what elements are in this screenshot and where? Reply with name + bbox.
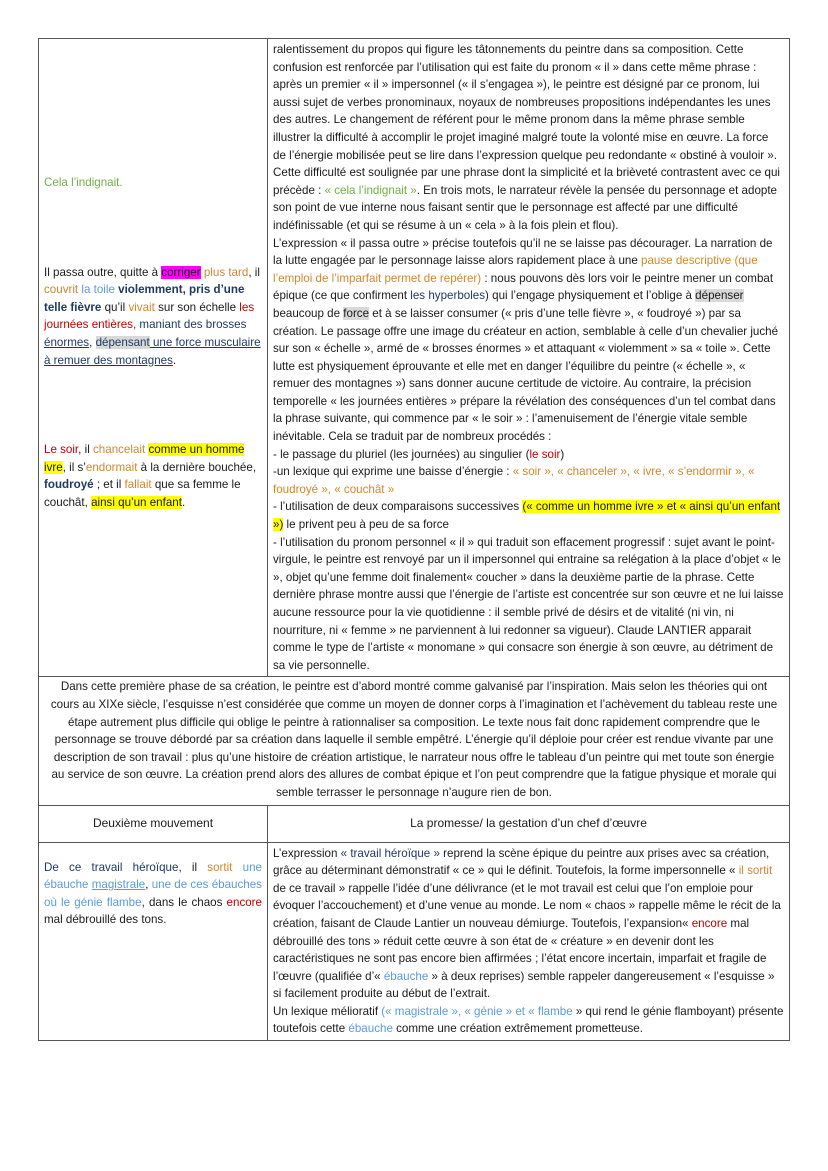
text-segment: et à se laisser consumer (« pris d’une telle fièvre », « foudroyé ») par sa création. Le passage offre une image du créateur en action, semblable à celle d’un chevalier juché sur son « échelle », armé de « brosses énormes » et attaquant « violemment » sa « toile ». Cette lutte est physiquement éprouvante et elle met en danger l’équilibre du peintre (« échelle », « remuer des montagnes ») sans donner aucune certitude de victoire. Au contraire, la précision temporelle « les journées entières » prépare la révélation des conséquences d’un tel combat dans la phrase suivante, qui commence par « le soir » : l’amenuisement de l’énergie vitale semble inévitable. Cela se traduit par de nombreux procédés : bbox=[273, 306, 779, 444]
text-segment: force bbox=[343, 306, 370, 320]
text-segment: ; et il bbox=[93, 478, 125, 492]
text-segment: les hyperboles bbox=[410, 289, 486, 303]
text-segment: « cela l’indignait » bbox=[324, 183, 417, 197]
text-segment: fallait bbox=[124, 478, 152, 492]
text-segment: mal débrouillé des tons. bbox=[44, 913, 167, 927]
text-segment: : nous pouvons dès lors voir le peintre mener un combat épique (ce que confirment bbox=[273, 271, 774, 303]
commentary-table bbox=[38, 38, 790, 1041]
section-header-left: Deuxième mouvement bbox=[39, 805, 268, 842]
section-header-row bbox=[39, 805, 790, 842]
text-segment: à la dernière bouchée, bbox=[137, 460, 257, 474]
text-segment: » qui rend le génie flamboyant) présente toutefois cette bbox=[273, 1004, 784, 1036]
quote-passa bbox=[44, 264, 262, 370]
text-segment: - l’utilisation de deux comparaisons successives bbox=[273, 500, 523, 514]
text-segment: le soir bbox=[529, 447, 561, 461]
text-segment: la toile bbox=[81, 283, 115, 297]
text-segment: qu’il bbox=[101, 300, 129, 314]
text-segment: foudroyé bbox=[44, 478, 94, 492]
text-segment: ) qui l’engage physiquement et l’oblige à bbox=[485, 289, 696, 303]
text-segment: que sa femme le couchât, bbox=[44, 478, 241, 509]
text-segment: une de ces ébauches bbox=[151, 878, 262, 892]
analysis2-para-2 bbox=[273, 1003, 784, 1038]
summary-row bbox=[39, 677, 790, 805]
text-segment: encore bbox=[691, 916, 728, 930]
quote-cela bbox=[44, 174, 262, 192]
text-segment: (« magistrale », « génie » et « flambe bbox=[381, 1004, 573, 1018]
text-segment: magistrale bbox=[91, 878, 146, 892]
text-segment: dépenser bbox=[695, 289, 744, 303]
analysis-para-1: ralentissement du propos qui figure les tâtonnements du peintre dans sa composition. Cette confusion est renforcée par l’utilisation qui est faite du pronom « il » dans cette même phrase : après un premier « il » impersonnel (« il s’engagea »), le peintre est désigné par ce pronom, lui aussi sujet de verbes pronominaux, noyaux de nombreuses propositions indépendantes les unes des autres. Le changement de référent pour le même pronom dans la même phrase semble illustrer la difficulté à accomplir le projet imaginé malgré toute la volonté mise en œuvre. La force de l’énergie mobilisée peut se lire dans l’expression quelque peu redondante « obstiné à vouloir ». bbox=[273, 43, 778, 162]
text-segment: où le génie flambe bbox=[44, 895, 142, 909]
text-segment: pause descriptive (que l’emploi de l’imparfait permet de repérer) bbox=[273, 254, 758, 285]
text-segment: les journées entières, bbox=[44, 300, 255, 332]
analysis-para-2 bbox=[273, 164, 784, 234]
text-segment: Cette difficulté est soulignée par une phrase dont la simplicité et la brièveté contrastent avec ce qui précède : bbox=[273, 166, 780, 197]
text-segment: maniant des brosses bbox=[139, 318, 247, 332]
text-segment: , il bbox=[78, 443, 93, 457]
quote-cell bbox=[39, 39, 268, 677]
text-segment: De ce travail héroïque bbox=[44, 860, 179, 874]
text-segment: plus tard bbox=[203, 265, 249, 279]
text-segment: énormes bbox=[44, 335, 90, 349]
text-segment: le privent peu à peu de sa force bbox=[283, 518, 449, 532]
text-segment: Cela l’indignait. bbox=[44, 176, 123, 189]
section-header-right: La promesse/ la gestation d’un chef d’œuvre bbox=[268, 805, 790, 842]
text-segment: ébauche bbox=[383, 969, 429, 983]
text-segment: une ébauche bbox=[44, 860, 262, 892]
text-segment: - le passage du pluriel (les journées) au singulier ( bbox=[273, 447, 530, 461]
text-segment: « travail héroïque » bbox=[340, 846, 440, 860]
text-segment: comme un homme ivre bbox=[44, 443, 245, 474]
text-segment: L’expression « il passa outre » précise toutefois qu’il ne se laisse pas décourager. La narration de la lutte engagée par le personnage laisse alors rapidement place à une bbox=[273, 236, 773, 268]
analysis-para-3 bbox=[273, 235, 784, 446]
text-segment: Un lexique mélioratif bbox=[273, 1004, 382, 1018]
analysis-bullet-3 bbox=[273, 498, 784, 533]
analysis-bullet-4: - l’utilisation du pronom personnel « il » qui traduit son effacement progressif : sujet avant le point-virgule, le peintre est renvoyé par un il impersonnel qui entraine sa relégation à la place d’objet « le », objet qu’une femme doit finalement« coucher » dans la deuxième partie de la phrase. Cette dernière phrase montre aussi que l’énergie de l’artiste est concentrée sur son œuvre et ne lui laisse aucune ressource pour la vie quotidienne : il semble privé de désirs et de vitalité (ni vin, ni nourriture, ni « femme » ne parviennent à lui redonner sa vigueur). Claude LANTIER apparait comme le type de l’artiste « monomane » qui consacre son énergie à son œuvre, au détriment de sa vie personnelle. bbox=[273, 535, 784, 672]
text-segment: , dans le chaos bbox=[141, 895, 227, 909]
text-segment: endormait bbox=[85, 460, 138, 474]
text-segment: couvrit bbox=[44, 283, 79, 297]
text-segment: de ce travail » rappelle l’idée d’une délivrance (et le mot travail est celui que l’on emploie pour évoquer l’accouchement) et d’une venue au monde. Le nom « chaos » rappelle même le récit de la création, faisant de Claude Lantier un nouveau démiurge. Toutefois, l’expansion« bbox=[273, 881, 781, 930]
text-segment: beaucoup de bbox=[273, 306, 344, 320]
text-segment: L’expression bbox=[273, 846, 341, 860]
text-segment: , il s’ bbox=[62, 460, 86, 474]
text-segment: reprend la scène épique du peintre aux prises avec sa création, grâce au déterminant démonstratif « ce » qui le définit. Toutefois, la forme impersonnelle « bbox=[273, 846, 770, 878]
analysis-row-1 bbox=[39, 39, 790, 677]
text-segment: ) bbox=[560, 447, 565, 461]
text-segment: ainsi qu’un enfant bbox=[91, 495, 182, 509]
analysis2-para-1 bbox=[273, 845, 784, 1003]
text-segment: (« comme un homme ivre » et « ainsi qu’un enfant ») bbox=[273, 500, 781, 532]
text-segment: . En trois mots, le narrateur révèle la pensée du personnage et adopte son point de vue interne nous faisant sentir que le personnage est affecté par une difficulté indéfinissable (et qui se résume à un « cela » à la fois plein et flou). bbox=[273, 183, 778, 232]
text-segment: corriger bbox=[161, 265, 201, 279]
text-segment: ébauche bbox=[348, 1022, 393, 1036]
analysis-bullet-2 bbox=[273, 463, 784, 498]
analysis-cell bbox=[268, 39, 790, 677]
text-segment: « soir », « chanceler », « ivre, « s’endormir », « foudroyé », « couchât » bbox=[273, 465, 755, 496]
text-segment: . bbox=[172, 353, 177, 367]
text-segment: » à deux reprises) semble rappeler dangereusement « l’esquisse » si facilement produite au début de l’extrait. bbox=[273, 969, 775, 1001]
analysis-bullet-1 bbox=[273, 446, 784, 464]
text-segment: violemment, pris d’une telle fièvre bbox=[44, 283, 245, 314]
text-segment bbox=[232, 861, 242, 874]
quote-cell-2 bbox=[39, 842, 268, 1041]
text-segment: , bbox=[89, 335, 93, 349]
text-segment: . bbox=[181, 495, 186, 509]
text-segment: dépensant bbox=[95, 335, 150, 349]
text-segment: mal débrouillé des tons » réduit cette œuvre à son état de « créature » en devenir dont les caractéristiques ne sont pas encore bien affirmées ; l’état encore incertain, imparfait et fragile de l’œuvre (qualifiée d’« bbox=[273, 916, 767, 983]
text-segment: comme une création extrêmement prometteuse. bbox=[392, 1022, 643, 1036]
text-segment: sur son échelle bbox=[154, 300, 240, 314]
text-segment: Le soir bbox=[44, 443, 79, 457]
quote-travail bbox=[44, 859, 262, 929]
text-segment: une force musculaire à remuer des montagnes bbox=[44, 335, 261, 367]
text-segment: sortit bbox=[207, 860, 233, 874]
text-segment: , bbox=[145, 878, 152, 892]
text-segment: Il passa outre, quitte à bbox=[44, 265, 162, 279]
analysis-cell-2 bbox=[268, 842, 790, 1041]
text-segment: , il bbox=[248, 265, 260, 279]
text-segment: chancelait bbox=[93, 443, 146, 457]
quote-soir bbox=[44, 441, 262, 511]
text-segment: encore bbox=[226, 895, 262, 909]
text-segment: il sortit bbox=[738, 864, 773, 878]
text-segment: vivait bbox=[128, 300, 155, 314]
summary-cell: Dans cette première phase de sa création, le peintre est d’abord montré comme galvanisé par l’inspiration. Mais selon les théories qui ont cours au XIXe siècle, l’esquisse n’est considérée que comme un moyen de donner corps à l’imagination et l’achèvement du tableau reste une étape autrement plus difficile qui oblige le peintre à rationnaliser sa composition. Le texte nous fait donc rapidement comprendre que le personnage se trouve débordé par sa création dans laquelle il semble empêtré. L’énergie qu’il déploie pour créer est rendue vivante par une description de son travail : plus qu’une histoire de création artistique, le narrateur nous offre le tableau d’un peintre qui met toute son énergie au service de son œuvre. La création prend alors des allures de combat épique et l’on peut comprendre que la fatigue physique et morale qui semble terrasser le personnage n’augure rien de bon. bbox=[39, 677, 790, 805]
analysis-row-2 bbox=[39, 842, 790, 1041]
text-segment: -un lexique qui exprime une baisse d’énergie : bbox=[273, 465, 513, 479]
text-segment: , il bbox=[178, 860, 208, 874]
